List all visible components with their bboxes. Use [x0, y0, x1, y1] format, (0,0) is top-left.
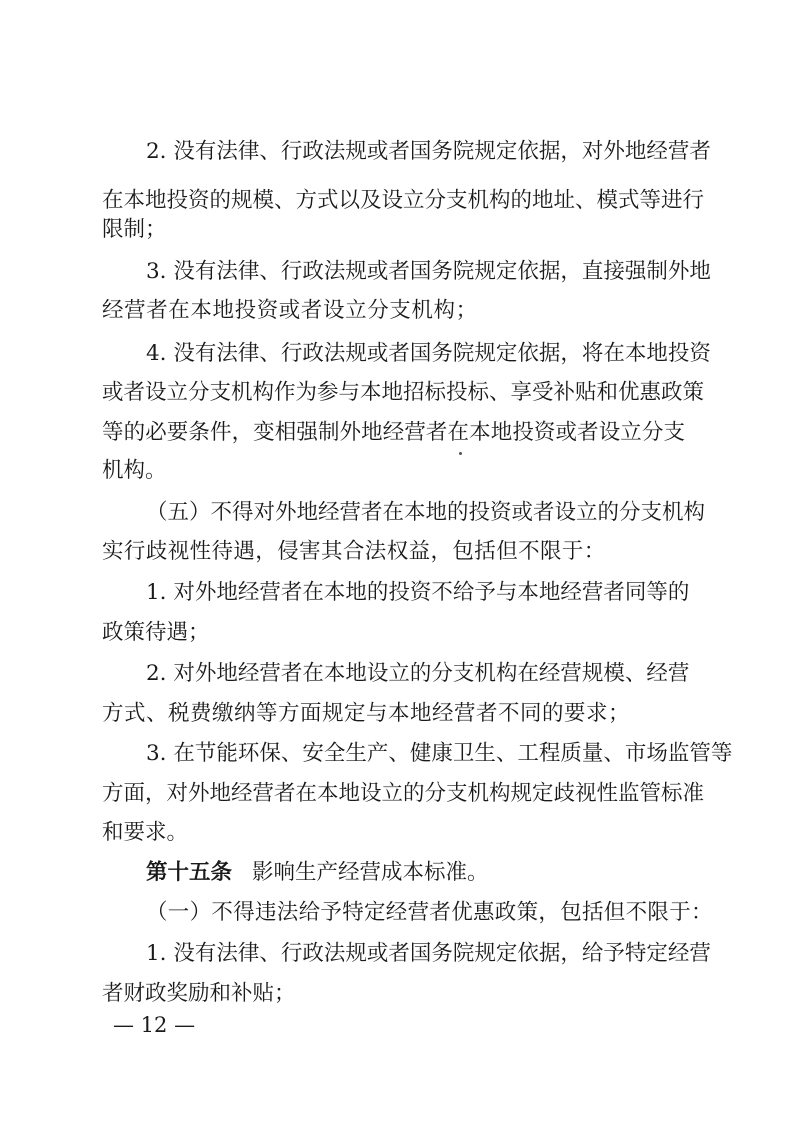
text-line: 2. 对外地经营者在本地设立的分支机构在经营规模、经营: [146, 661, 690, 686]
text-line: 2. 没有法律、行政法规或者国务院规定依据，对外地经营者: [146, 139, 711, 164]
article-label: 第十五条: [146, 860, 233, 885]
text-line: （五）不得对外地经营者在本地的投资或者设立的分支机构: [146, 500, 706, 525]
text-line: 实行歧视性待遇，侵害其合法权益，包括但不限于：: [102, 539, 606, 564]
article-heading: [146, 858, 489, 888]
text-line: 1. 对外地经营者在本地的投资不给予与本地经营者同等的: [146, 580, 690, 605]
text-line: 在本地投资的规模、方式以及设立分支机构的地址、模式等进行: [102, 188, 705, 213]
text-line: 3. 没有法律、行政法规或者国务院规定依据，直接强制外地: [146, 259, 711, 284]
text-line: 或者设立分支机构作为参与本地招标投标、享受补贴和优惠政策: [102, 380, 705, 405]
text-line: 限制；: [102, 217, 167, 242]
text-line: 经营者在本地投资或者设立分支机构；: [102, 298, 478, 323]
scan-dot: [459, 452, 462, 455]
page-number: — 12 —: [113, 1013, 196, 1037]
text-line: 者财政奖励和补贴；: [102, 981, 296, 1006]
text-line: （一）不得违法给予特定经营者优惠政策，包括但不限于：: [146, 900, 713, 925]
text-line: 机构。: [102, 458, 167, 483]
text-line: 和要求。: [102, 820, 189, 845]
article-text: 影响生产经营成本标准。: [252, 860, 489, 885]
text-line: 政策待遇；: [102, 620, 210, 645]
text-line: 方式、税费缴纳等方面规定与本地经营者不同的要求；: [102, 701, 631, 726]
text-line: 3. 在节能环保、安全生产、健康卫生、工程质量、市场监管等: [146, 741, 733, 766]
text-line: 等的必要条件，变相强制外地经营者在本地投资或者设立分支: [102, 420, 685, 445]
text-line: 方面，对外地经营者在本地设立的分支机构规定歧视性监管标准: [102, 781, 705, 806]
text-line: 4. 没有法律、行政法规或者国务院规定依据，将在本地投资: [146, 341, 711, 366]
text-line: 1. 没有法律、行政法规或者国务院规定依据，给予特定经营: [146, 941, 711, 966]
